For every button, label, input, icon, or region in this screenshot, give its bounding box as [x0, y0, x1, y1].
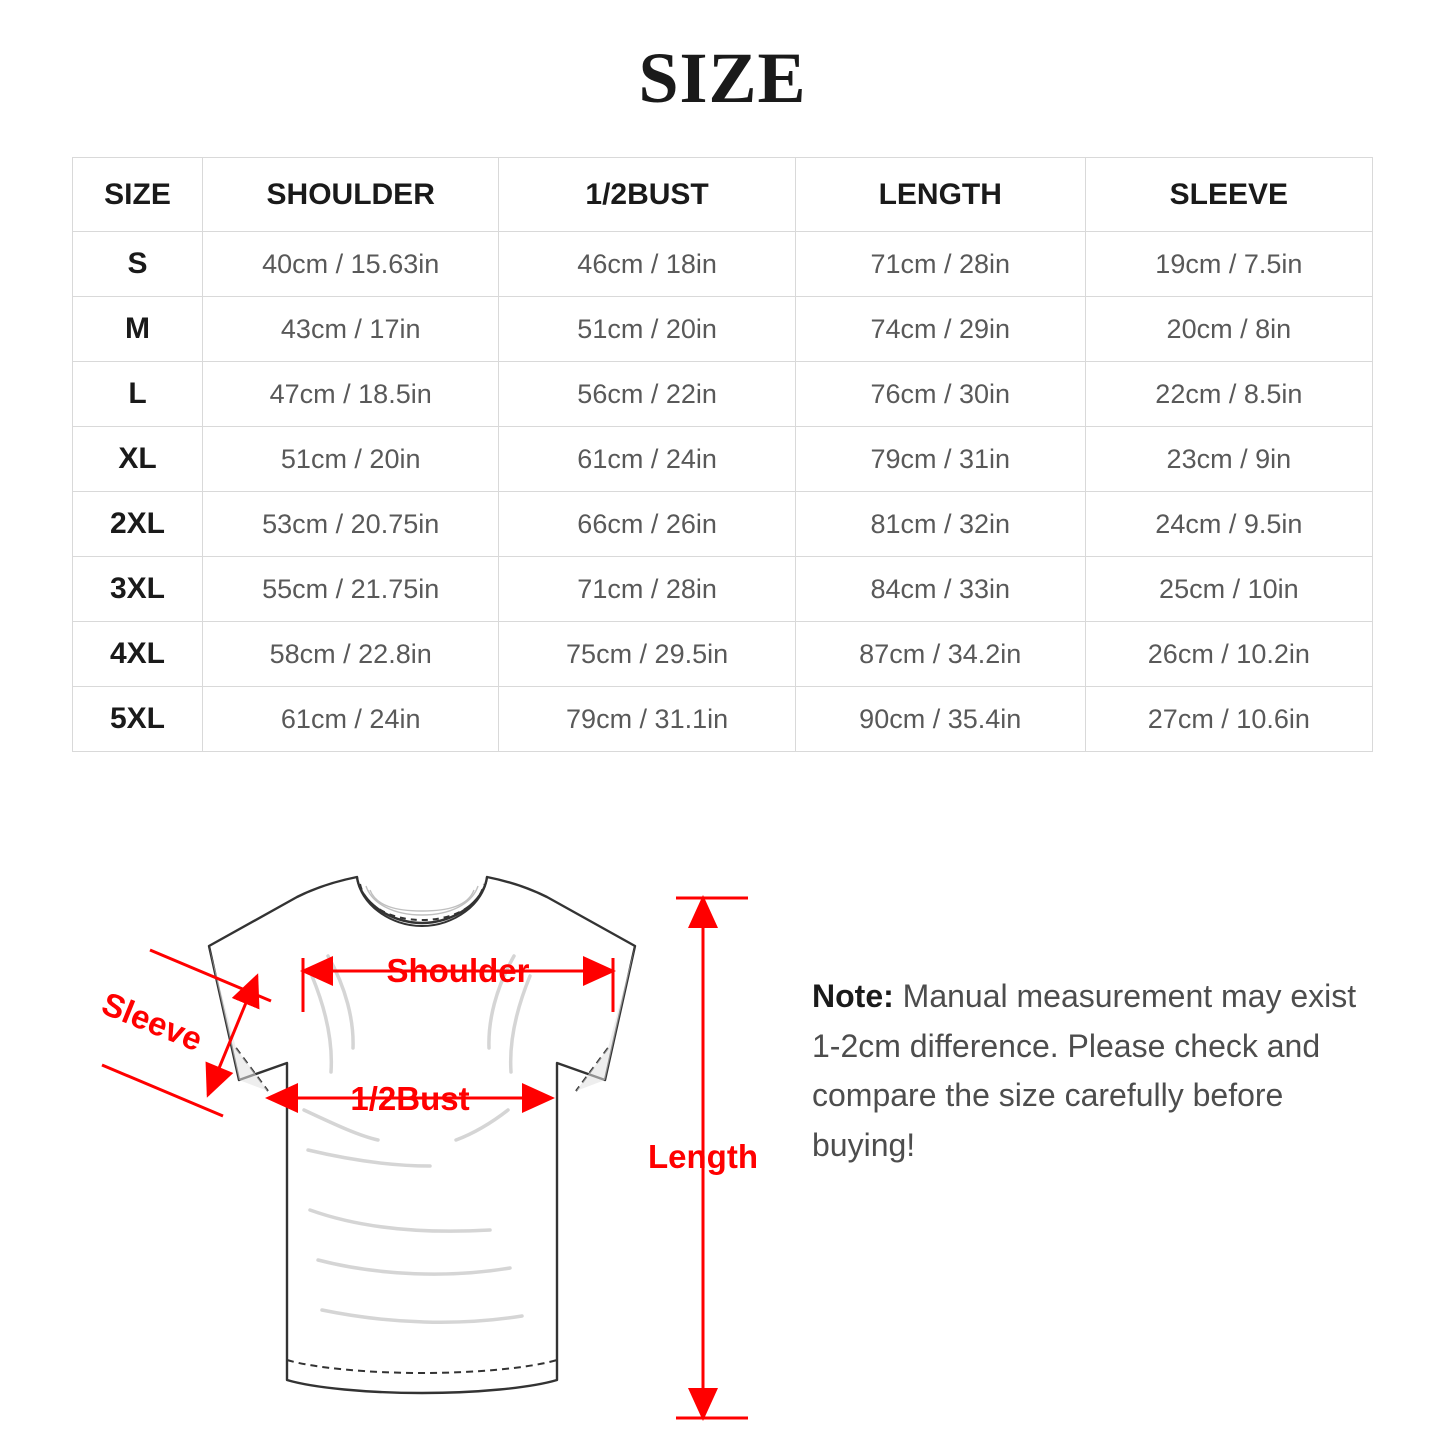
- cell-size: L: [73, 362, 203, 427]
- table-row: [73, 362, 1373, 427]
- cell-bust: 66cm / 26in: [499, 492, 795, 557]
- cell-length: 81cm / 32in: [795, 492, 1085, 557]
- bust-label: 1/2Bust: [350, 1080, 470, 1117]
- cell-sleeve: 22cm / 8.5in: [1085, 362, 1372, 427]
- cell-shoulder: 55cm / 21.75in: [203, 557, 499, 622]
- cell-length: 71cm / 28in: [795, 232, 1085, 297]
- cell-bust: 46cm / 18in: [499, 232, 795, 297]
- tshirt-diagram: [60, 780, 780, 1430]
- length-label: Length: [648, 1138, 758, 1175]
- column-header-length: LENGTH: [795, 158, 1085, 232]
- note-label: Note:: [812, 978, 894, 1014]
- size-chart-table-wrapper: [72, 157, 1373, 752]
- cell-length: 87cm / 34.2in: [795, 622, 1085, 687]
- cell-size: 2XL: [73, 492, 203, 557]
- measurement-diagram-section: [0, 760, 1445, 1445]
- cell-bust: 61cm / 24in: [499, 427, 795, 492]
- cell-shoulder: 40cm / 15.63in: [203, 232, 499, 297]
- column-header-sleeve: SLEEVE: [1085, 158, 1372, 232]
- cell-size: XL: [73, 427, 203, 492]
- cell-length: 76cm / 30in: [795, 362, 1085, 427]
- cell-shoulder: 61cm / 24in: [203, 687, 499, 752]
- cell-shoulder: 51cm / 20in: [203, 427, 499, 492]
- cell-shoulder: 58cm / 22.8in: [203, 622, 499, 687]
- cell-length: 90cm / 35.4in: [795, 687, 1085, 752]
- size-chart-table: [72, 157, 1373, 752]
- column-header-bust: 1/2BUST: [499, 158, 795, 232]
- cell-sleeve: 23cm / 9in: [1085, 427, 1372, 492]
- table-row: [73, 492, 1373, 557]
- table-row: [73, 622, 1373, 687]
- column-header-size: SIZE: [73, 158, 203, 232]
- cell-length: 79cm / 31in: [795, 427, 1085, 492]
- cell-bust: 75cm / 29.5in: [499, 622, 795, 687]
- sleeve-label: Sleeve: [96, 984, 208, 1059]
- page-title: SIZE: [638, 38, 807, 118]
- cell-sleeve: 26cm / 10.2in: [1085, 622, 1372, 687]
- cell-shoulder: 53cm / 20.75in: [203, 492, 499, 557]
- cell-bust: 51cm / 20in: [499, 297, 795, 362]
- cell-size: M: [73, 297, 203, 362]
- shoulder-label: Shoulder: [386, 952, 530, 989]
- note-block: [812, 972, 1382, 1170]
- cell-sleeve: 24cm / 9.5in: [1085, 492, 1372, 557]
- table-row: [73, 427, 1373, 492]
- cell-sleeve: 25cm / 10in: [1085, 557, 1372, 622]
- table-header-row: [73, 158, 1373, 232]
- note-text: Manual measurement may exist 1-2cm difference. Please check and compare the size carefully before buying!: [812, 978, 1357, 1163]
- table-row: [73, 232, 1373, 297]
- cell-bust: 56cm / 22in: [499, 362, 795, 427]
- cell-size: S: [73, 232, 203, 297]
- cell-size: 4XL: [73, 622, 203, 687]
- cell-sleeve: 20cm / 8in: [1085, 297, 1372, 362]
- cell-sleeve: 27cm / 10.6in: [1085, 687, 1372, 752]
- cell-sleeve: 19cm / 7.5in: [1085, 232, 1372, 297]
- cell-bust: 79cm / 31.1in: [499, 687, 795, 752]
- cell-bust: 71cm / 28in: [499, 557, 795, 622]
- cell-length: 74cm / 29in: [795, 297, 1085, 362]
- table-row: [73, 687, 1373, 752]
- cell-length: 84cm / 33in: [795, 557, 1085, 622]
- cell-shoulder: 43cm / 17in: [203, 297, 499, 362]
- cell-shoulder: 47cm / 18.5in: [203, 362, 499, 427]
- table-row: [73, 557, 1373, 622]
- column-header-shoulder: SHOULDER: [203, 158, 499, 232]
- tshirt-illustration-svg: [60, 780, 780, 1430]
- cell-size: 5XL: [73, 687, 203, 752]
- cell-size: 3XL: [73, 557, 203, 622]
- table-row: [73, 297, 1373, 362]
